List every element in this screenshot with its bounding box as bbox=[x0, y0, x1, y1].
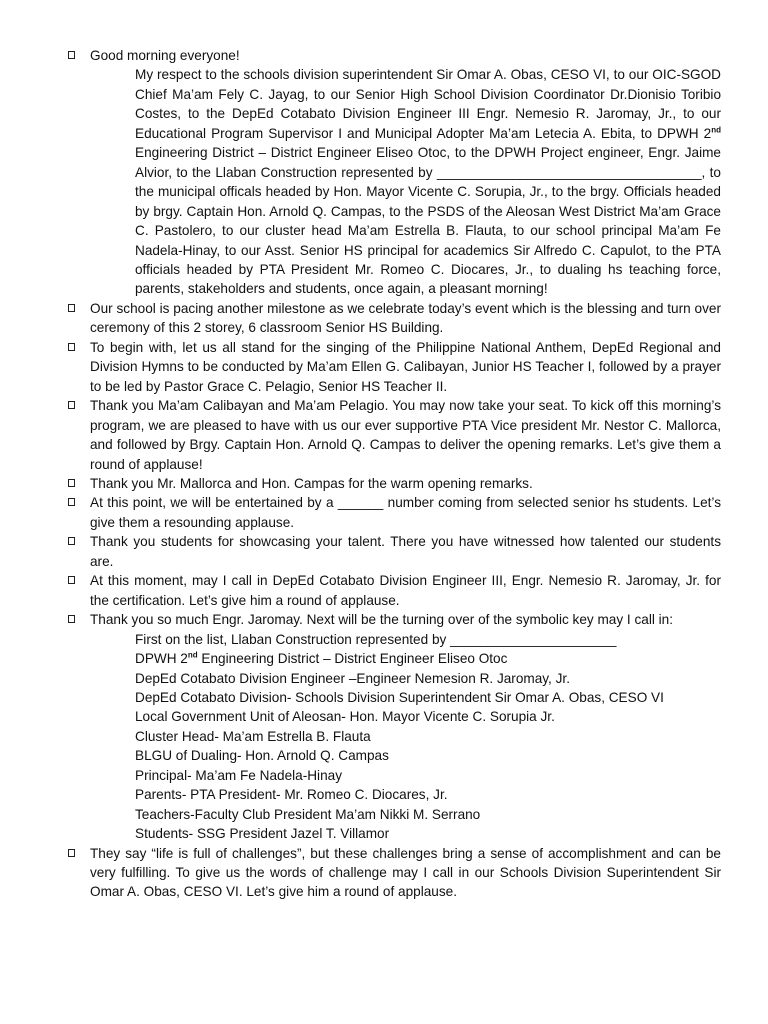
list-item: DPWH 2nd Engineering District – District Engineer Eliseo Otoc bbox=[135, 650, 508, 667]
checkbox-bullet-icon bbox=[68, 537, 75, 545]
list-item: Principal- Ma’am Fe Nadela-Hinay bbox=[135, 767, 342, 783]
checkbox-bullet-icon bbox=[68, 849, 75, 857]
list-item: Cluster Head- Ma’am Estrella B. Flauta bbox=[135, 728, 371, 744]
checkbox-bullet-icon bbox=[68, 479, 75, 487]
checkbox-bullet-icon bbox=[68, 576, 75, 584]
list-item: First on the list, Llaban Construction represented by ______________________ bbox=[135, 631, 617, 647]
paragraph-opening-remarks: Thank you Ma’am Calibayan and Ma’am Pelagio. You may now take your seat. To kick off this morning’s program, we are pleased to have with us our ever supportive PTA Vice president Mr. Nestor C. Mallorca, and followed by Brgy. Captain Hon. Arnold Q. Campas to deliver the opening remarks. Let’s give them a round of applause! bbox=[0, 396, 768, 474]
greeting-text: Good morning everyone! bbox=[90, 48, 240, 63]
paragraph-certification: At this moment, may I call in DepEd Cotabato Division Engineer III, Engr. Nemesio R. Jaromay, Jr. for the certification. Let’s give him a round of applause. bbox=[0, 571, 768, 610]
list-item: DepEd Cotabato Division Engineer –Engineer Nemesion R. Jaromay, Jr. bbox=[135, 670, 570, 686]
checkbox-bullet-icon bbox=[68, 401, 75, 409]
list-item: Parents- PTA President- Mr. Romeo C. Diocares, Jr. bbox=[135, 787, 448, 803]
checkbox-bullet-icon bbox=[68, 615, 75, 623]
paragraph-thanks-remarks: Thank you Mr. Mallorca and Hon. Campas for the warm opening remarks. bbox=[0, 474, 768, 493]
turnover-list bbox=[90, 630, 721, 844]
list-item: DepEd Cotabato Division- Schools Division Superintendent Sir Omar A. Obas, CESO VI bbox=[135, 689, 664, 705]
acknowledgement-text: My respect to the schools division superintendent Sir Omar A. Obas, CESO VI, to our OIC-SGOD Chief Ma’am Fely C. Jayag, to our Senior High School Division Coordinator Dr.Dionisio Toribio Costes, to the DepEd Cotabato Division Engineer III Engr. Nemesio R. Jaromay, Jr., to our Educational Program Supervisor I and Municipal Adopter Ma’am Letecia A. Ebita, to DPWH 2nd Engineering District – District Engineer Eliseo Otoc, to the DPWH Project engineer, Engr. Jaime Alvior, to the Llaban Construction represented by ___________________________________, to the municipal officals headed by Hon. Mayor Vicente C. Sorupia, Jr., to the brgy. Officials headed by brgy. Captain Hon. Arnold Q. Campas, to the PSDS of the Aleosan West District Ma’am Grace C. Pastolero, to our cluster head Ma’am Estrella B. Flauta, to our school principal Ma’am Fe Nadela-Hinay, to our Asst. Senior HS principal for academics Sir Alfredo C. Capulot, to the PTA officials headed by PTA President Mr. Romeo C. Diocares, Jr., to dualing hs teaching force, parents, stakeholders and students, once again, a pleasant morning! bbox=[135, 67, 721, 297]
checkbox-bullet-icon bbox=[68, 343, 75, 351]
list-item: Teachers-Faculty Club President Ma’am Nikki M. Serrano bbox=[135, 806, 481, 822]
paragraph-milestone: Our school is pacing another milestone as we celebrate today’s event which is the blessing and turn over ceremony of this 2 storey, 6 classroom Senior HS Building. bbox=[0, 299, 768, 338]
list-item: BLGU of Dualing- Hon. Arnold Q. Campas bbox=[135, 748, 389, 764]
paragraph-entertainment: At this point, we will be entertained by a ______ number coming from selected senior hs students. Let’s give them a resounding applause. bbox=[0, 493, 768, 532]
list-item: Local Government Unit of Aleosan- Hon. Mayor Vicente C. Sorupia Jr. bbox=[135, 709, 555, 725]
checkbox-bullet-icon bbox=[68, 51, 75, 59]
paragraph-anthem: To begin with, let us all stand for the singing of the Philippine National Anthem, DepEd Regional and Division Hymns to be conducted by Ma’am Ellen G. Calibayan, Junior HS Teacher I, followed by a prayer to be led by Pastor Grace C. Pelagio, Senior HS Teacher II. bbox=[0, 338, 768, 396]
checkbox-bullet-icon bbox=[68, 304, 75, 312]
paragraph-challenge: They say “life is full of challenges”, but these challenges bring a sense of accomplishment and can be very fulfilling. To give us the words of challenge may I call in our Schools Division Superintendent Sir Omar A. Obas, CESO VI. Let’s give him a round of applause. bbox=[0, 844, 768, 902]
checkbox-bullet-icon bbox=[68, 498, 75, 506]
paragraph-thanks-students: Thank you students for showcasing your talent. There you have witnessed how talented our students are. bbox=[0, 532, 768, 571]
list-item: Students- SSG President Jazel T. Villamor bbox=[135, 826, 390, 842]
document-body bbox=[0, 46, 768, 902]
paragraph-turnover: Thank you so much Engr. Jaromay. Next will be the turning over of the symbolic key may I call in: First on the list, Llaban Construction represented by ______________________ DPWH 2nd Engineering District – District Engineer Eliseo Otoc DepEd Cotabato Division Engineer –Engineer Nemesion R. Jaromay, Jr. DepEd Cotabato Division- Schools Division Superintendent Sir Omar A. Obas, CESO VI Local Government Unit of Aleosan- Hon. Mayor Vicente C. Sorupia Jr. Cluster Head- Ma’am Estrella B. Flauta BLGU of Dualing- Hon. Arnold Q. Campas Principal- Ma’am Fe Nadela-Hinay Parents- PTA President- Mr. Romeo C. Diocares, Jr. Teachers-Faculty Club President Ma’am Nikki M. Serrano Students- SSG President Jazel T. Villamor bbox=[0, 610, 768, 843]
paragraph-greeting bbox=[0, 46, 768, 299]
